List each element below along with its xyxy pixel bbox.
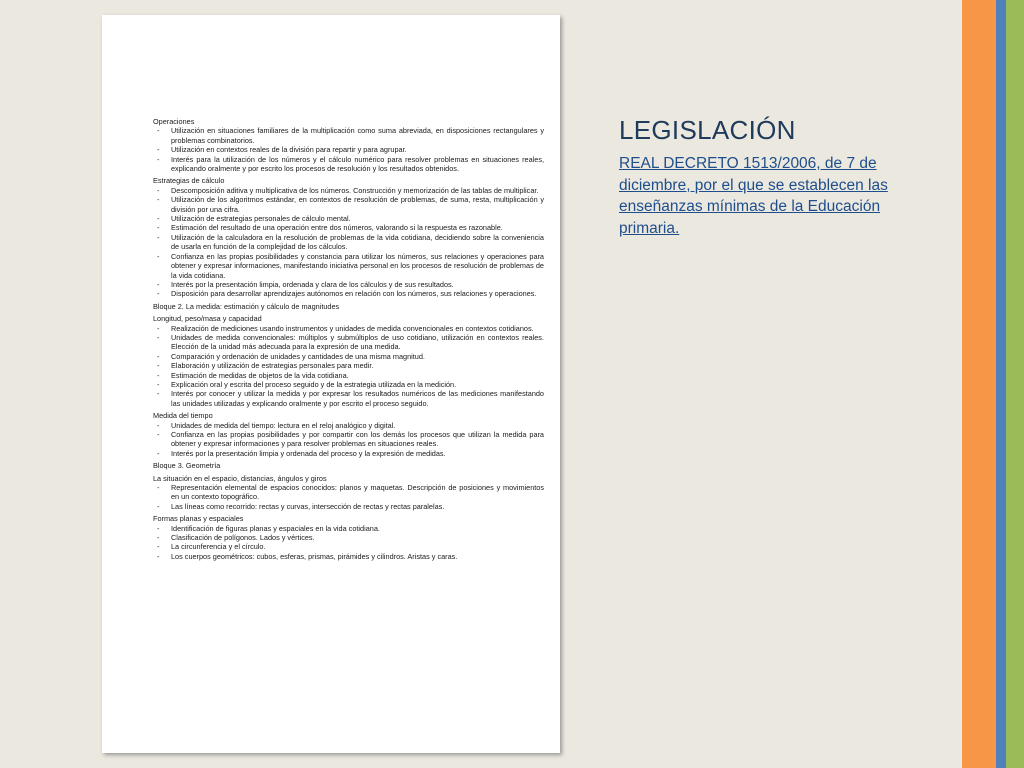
list-item: - Disposición para desarrollar aprendizajes autónomos en relación con los números, sus relaciones y operaciones. <box>153 289 544 298</box>
list-item: - Confianza en las propias posibilidades y constancia para utilizar los números, sus relaciones y operaciones para obtener y expresar informaciones, manifestando iniciativa personal en los procesos de resolución de problemas de la vida cotidiana. <box>153 252 544 280</box>
list-item: - Unidades de medida del tiempo: lectura en el reloj analógico y digital. <box>153 421 544 430</box>
list-item: - Explicación oral y escrita del proceso seguido y de la estrategia utilizada en la medición. <box>153 380 544 389</box>
list-item: - Interés para la utilización de los números y el cálculo numérico para resolver problemas en situaciones reales, explicando oralmente y por escrito los procesos de resolución y los resultados obtenidos. <box>153 155 544 174</box>
section-list <box>153 421 544 459</box>
section-list <box>153 483 544 511</box>
section-heading: Estrategias de cálculo <box>153 176 225 186</box>
section-list <box>153 186 544 299</box>
list-item: - Utilización en situaciones familiares de la multiplicación como suma abreviada, en disposiciones rectangulares y problemas combinatorios. <box>153 126 544 145</box>
list-item: - Estimación del resultado de una operación entre dos números, valorando si la respuesta es razonable. <box>153 223 544 232</box>
list-item: - Unidades de medida convencionales: múltiplos y submúltiplos de uso cotidiano, utilización en contextos reales. Elección de la unidad más adecuada para la expresión de una medida. <box>153 333 544 352</box>
section-heading: Bloque 2. La medida: estimación y cálculo de magnitudes <box>153 301 340 311</box>
section-heading: Medida del tiempo <box>153 411 213 421</box>
section-list <box>153 126 544 173</box>
section-heading: Longitud, peso/masa y capacidad <box>153 314 262 324</box>
list-item: - Comparación y ordenación de unidades y cantidades de una misma magnitud. <box>153 352 544 361</box>
list-item: - Interés por la presentación limpia, ordenada y clara de los cálculos y de sus resultados. <box>153 280 544 289</box>
list-item: - Representación elemental de espacios conocidos: planos y maquetas. Descripción de posiciones y movimientos en un contexto topográfico. <box>153 483 544 502</box>
list-item: - Elaboración y utilización de estrategias personales para medir. <box>153 361 544 370</box>
list-item: - La circunferencia y el círculo. <box>153 542 544 551</box>
list-item: - Estimación de medidas de objetos de la vida cotidiana. <box>153 371 544 380</box>
list-item: - Interés por la presentación limpia y ordenada del proceso y la expresión de medidas. <box>153 449 544 458</box>
list-item: - Realización de mediciones usando instrumentos y unidades de medida convencionales en contextos cotidianos. <box>153 324 544 333</box>
list-item: - Las líneas como recorrido: rectas y curvas, intersección de rectas y rectas paralelas. <box>153 502 544 511</box>
section-heading: Formas planas y espaciales <box>153 514 244 524</box>
document-content <box>153 117 544 561</box>
slide-title: LEGISLACIÓN <box>619 115 796 145</box>
section-list <box>153 324 544 409</box>
list-item: - Identificación de figuras planas y espaciales en la vida cotidiana. <box>153 524 544 533</box>
decorative-stripe-blue <box>996 0 1006 768</box>
list-item: - Utilización de los algoritmos estándar, en contextos de resolución de problemas, de suma, resta, multiplicación y división por una cifra. <box>153 195 544 214</box>
list-item: - Utilización de la calculadora en la resolución de problemas de la vida cotidiana, decidiendo sobre la conveniencia de usarla en función de la complejidad de los cálculos. <box>153 233 544 252</box>
decorative-stripe-green <box>1006 0 1024 768</box>
section-list <box>153 524 544 562</box>
list-item: - Clasificación de polígonos. Lados y vértices. <box>153 533 544 542</box>
list-item: - Confianza en las propias posibilidades y por compartir con los demás los procesos que utilizan la medida para obtener y expresar informaciones y para resolver problemas en situaciones reales. <box>153 430 544 449</box>
section-heading: Operaciones <box>153 117 195 126</box>
list-item: - Descomposición aditiva y multiplicativa de los números. Construcción y memorización de las tablas de multiplicar. <box>153 186 544 195</box>
section-heading: Bloque 3. Geometría <box>153 461 221 471</box>
decree-link[interactable]: REAL DECRETO 1513/2006, de 7 de diciembre, por el que se establecen las enseñanzas mínimas de la Educación primaria. <box>619 155 888 237</box>
section-heading: La situación en el espacio, distancias, ángulos y giros <box>153 473 327 483</box>
list-item: - Utilización en contextos reales de la división para repartir y para agrupar. <box>153 145 544 154</box>
decorative-stripe-orange <box>962 0 996 768</box>
list-item: - Los cuerpos geométricos: cubos, esferas, prismas, pirámides y cilindros. Aristas y caras. <box>153 552 544 561</box>
document-page <box>102 15 560 753</box>
list-item: - Utilización de estrategias personales de cálculo mental. <box>153 214 544 223</box>
list-item: - Interés por conocer y utilizar la medida y por expresar los resultados numéricos de las mediciones manifestando las unidades utilizadas y explicando oralmente y por escrito el proceso seguido. <box>153 389 544 408</box>
